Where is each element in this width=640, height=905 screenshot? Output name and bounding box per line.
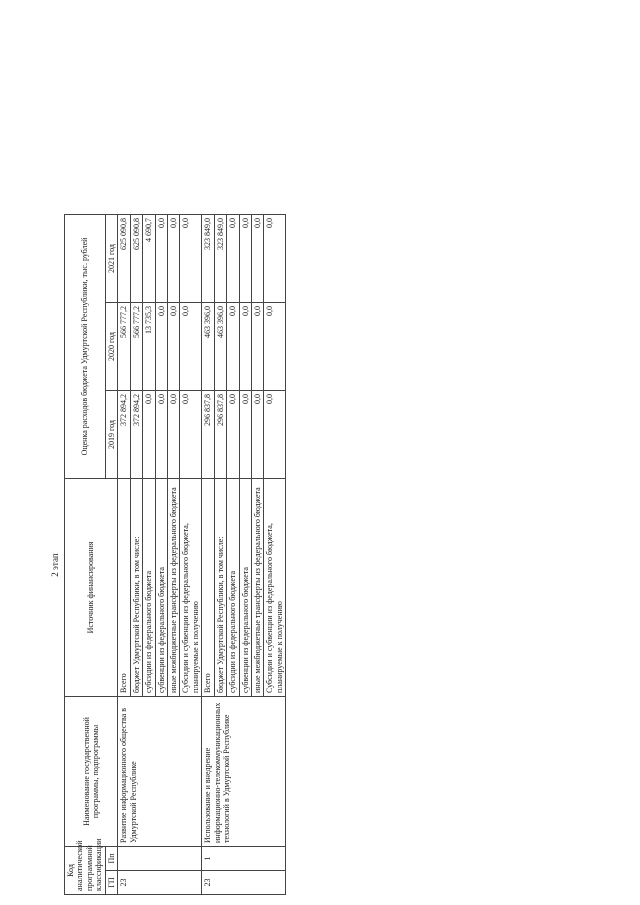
source-header: Источник финансирования xyxy=(65,478,118,696)
pp-code xyxy=(118,846,202,870)
estimate-header: Оценка расходов бюджета Удмуртской Республики, тыс. рублей xyxy=(65,214,106,478)
value-cell: 0,0 xyxy=(239,390,251,478)
value-cell: 463 396,0 xyxy=(202,302,214,390)
value-cell: 0,0 xyxy=(180,302,202,390)
value-cell: 323 849,0 xyxy=(214,214,226,302)
value-cell: 323 849,0 xyxy=(202,214,214,302)
value-cell: 0,0 xyxy=(167,214,179,302)
value-cell: 0,0 xyxy=(227,214,239,302)
value-cell: 13 735,3 xyxy=(143,302,155,390)
funding-source: субвенции из федерального бюджета xyxy=(155,478,167,696)
funding-source: субсидии из федерального бюджета xyxy=(227,478,239,696)
value-cell: 0,0 xyxy=(167,390,179,478)
subprogram-name: Использование и внедрение информационно-телекоммуникационных технологий в Удмуртской Республике xyxy=(202,696,286,846)
pp-code: 1 xyxy=(202,846,286,870)
value-cell: 296 837,8 xyxy=(214,390,226,478)
funding-source: субвенции из федерального бюджета xyxy=(239,478,251,696)
value-cell: 0,0 xyxy=(227,302,239,390)
value-cell: 0,0 xyxy=(239,302,251,390)
program-name: Развитие информационного общества в Удмуртской Республике xyxy=(118,696,202,846)
value-cell: 372 894,2 xyxy=(118,390,130,478)
value-cell: 0,0 xyxy=(227,390,239,478)
table-row xyxy=(118,214,130,894)
funding-source: Всего xyxy=(202,478,214,696)
name-header: Наименование государственной программы, подпрограммы xyxy=(65,696,118,846)
value-cell: 0,0 xyxy=(252,302,264,390)
value-cell: 0,0 xyxy=(155,302,167,390)
funding-source: субсидии из федерального бюджета xyxy=(143,478,155,696)
pp-header: Пп xyxy=(105,846,117,870)
stage-label: 2 этап xyxy=(50,553,60,577)
value-cell: 0,0 xyxy=(155,214,167,302)
value-cell: 625 090,8 xyxy=(118,214,130,302)
year-header: 2020 год xyxy=(105,302,117,390)
value-cell: 296 837,8 xyxy=(202,390,214,478)
value-cell: 0,0 xyxy=(180,390,202,478)
funding-source: иные межбюджетные трансферты из федерального бюджета xyxy=(167,478,179,696)
gp-header: ГП xyxy=(105,871,117,895)
value-cell: 372 894,2 xyxy=(130,390,142,478)
value-cell: 0,0 xyxy=(264,214,286,302)
year-header: 2019 год xyxy=(105,390,117,478)
value-cell: 0,0 xyxy=(180,214,202,302)
value-cell: 0,0 xyxy=(264,302,286,390)
gp-code: 23 xyxy=(202,871,286,895)
funding-source: иные межбюджетные трансферты из федерального бюджета xyxy=(252,478,264,696)
table-row xyxy=(202,214,214,894)
value-cell: 625 090,8 xyxy=(130,214,142,302)
value-cell: 0,0 xyxy=(252,390,264,478)
value-cell: 0,0 xyxy=(167,302,179,390)
code-header: Код аналитической программной классификации xyxy=(65,846,106,894)
funding-source: бюджет Удмуртской Республики, в том числе: xyxy=(130,478,142,696)
funding-source: бюджет Удмуртской Республики, в том числе: xyxy=(214,478,226,696)
value-cell: 0,0 xyxy=(143,390,155,478)
value-cell: 0,0 xyxy=(239,214,251,302)
value-cell: 0,0 xyxy=(252,214,264,302)
value-cell: 0,0 xyxy=(264,390,286,478)
funding-source: Субсидии и субвенции из федерального бюджета, планируемые к получению xyxy=(180,478,202,696)
year-header: 2021 год xyxy=(105,214,117,302)
value-cell: 566 777,2 xyxy=(130,302,142,390)
value-cell: 4 690,7 xyxy=(143,214,155,302)
funding-source: Всего xyxy=(118,478,130,696)
value-cell: 0,0 xyxy=(155,390,167,478)
value-cell: 463 396,0 xyxy=(214,302,226,390)
funding-source: Субсидии и субвенции из федерального бюджета, планируемые к получению xyxy=(264,478,286,696)
budget-table xyxy=(64,214,286,895)
value-cell: 566 777,2 xyxy=(118,302,130,390)
gp-code: 23 xyxy=(118,871,202,895)
